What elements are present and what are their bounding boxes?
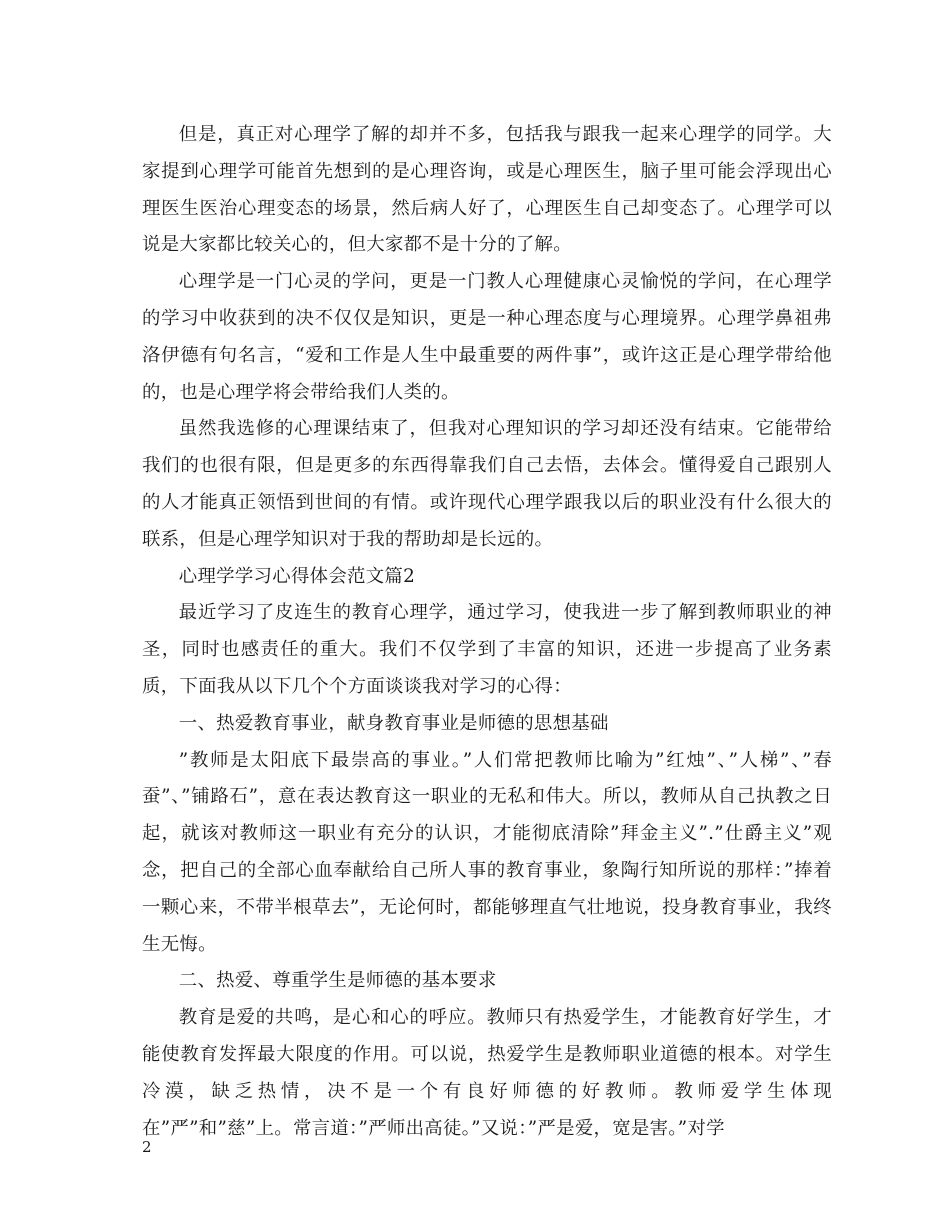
paragraph: 但是，真正对心理学了解的却并不多，包括我与跟我一起来心理学的同学。大家提到心理学可能首先想到的是心理咨询，或是心理医生，脑子里可能会浮现出心理医生医治心理变态的场景，然后病人好了，心理医生自己却变态了。心理学可以说是大家都比较关心的，但大家都不是十分的了解。 bbox=[142, 124, 832, 256]
section-heading: 心理学学习心得体会范文篇2 bbox=[178, 565, 416, 587]
section-heading: 二、热爱、尊重学生是师德的基本要求 bbox=[178, 970, 497, 992]
paragraph: ”教师是太阳底下最崇高的事业。”人们常把教师比喻为”红烛”、”人梯”、”春蚕”、”铺路石”，意在表达教育这一职业的无私和伟大。所以，教师从自己执教之日起，就该对教师这一职业有充分的认识，才能彻底清除”拜金主义”.”仕爵主义”观念，把自己的全部心血奉献给自己所人事的教育事业，象陶行知所说的那样：”捧着一颗心来，不带半根草去”，无论何时，都能够理直气壮地说，投身教育事业，我终生无悔。 bbox=[142, 749, 832, 955]
page-number: 2 bbox=[142, 1138, 152, 1156]
paragraph: 教育是爱的共鸣，是心和心的呼应。教师只有热爱学生，才能教育好学生，才能使教育发挥最大限度的作用。可以说，热爱学生是教师职业道德的根本。对学生冷漠，缺乏热情，决不是一个有良好师德的好教师。教师爱学生体现在”严”和”慈”上。常言道：”严师出高徒。”又说：”严是爱，宽是害。”对学 bbox=[142, 1007, 832, 1139]
paragraph: 虽然我选修的心理课结束了，但我对心理知识的学习却还没有结束。它能带给我们的也很有限，但是更多的东西得靠我们自己去悟，去体会。懂得爱自己跟别人的人才能真正领悟到世间的有情。或许现代心理学跟我以后的职业没有什么很大的联系，但是心理学知识对于我的帮助却是长远的。 bbox=[142, 418, 832, 550]
section-heading: 一、热爱教育事业，献身教育事业是师德的思想基础 bbox=[178, 712, 609, 734]
document-body bbox=[142, 117, 832, 1147]
paragraph: 心理学是一门心灵的学问，更是一门教人心理健康心灵愉悦的学问，在心理学的学习中收获到的决不仅仅是知识，更是一种心理态度与心理境界。心理学鼻祖弗洛伊德有句名言，“爱和工作是人生中最重要的两件事”，或许这正是心理学带给他的，也是心理学将会带给我们人类的。 bbox=[142, 271, 832, 403]
paragraph: 最近学习了皮连生的教育心理学，通过学习，使我进一步了解到教师职业的神圣，同时也感责任的重大。我们不仅学到了丰富的知识，还进一步提高了业务素质，下面我从以下几个个方面谈谈我对学习的心得： bbox=[142, 602, 832, 697]
